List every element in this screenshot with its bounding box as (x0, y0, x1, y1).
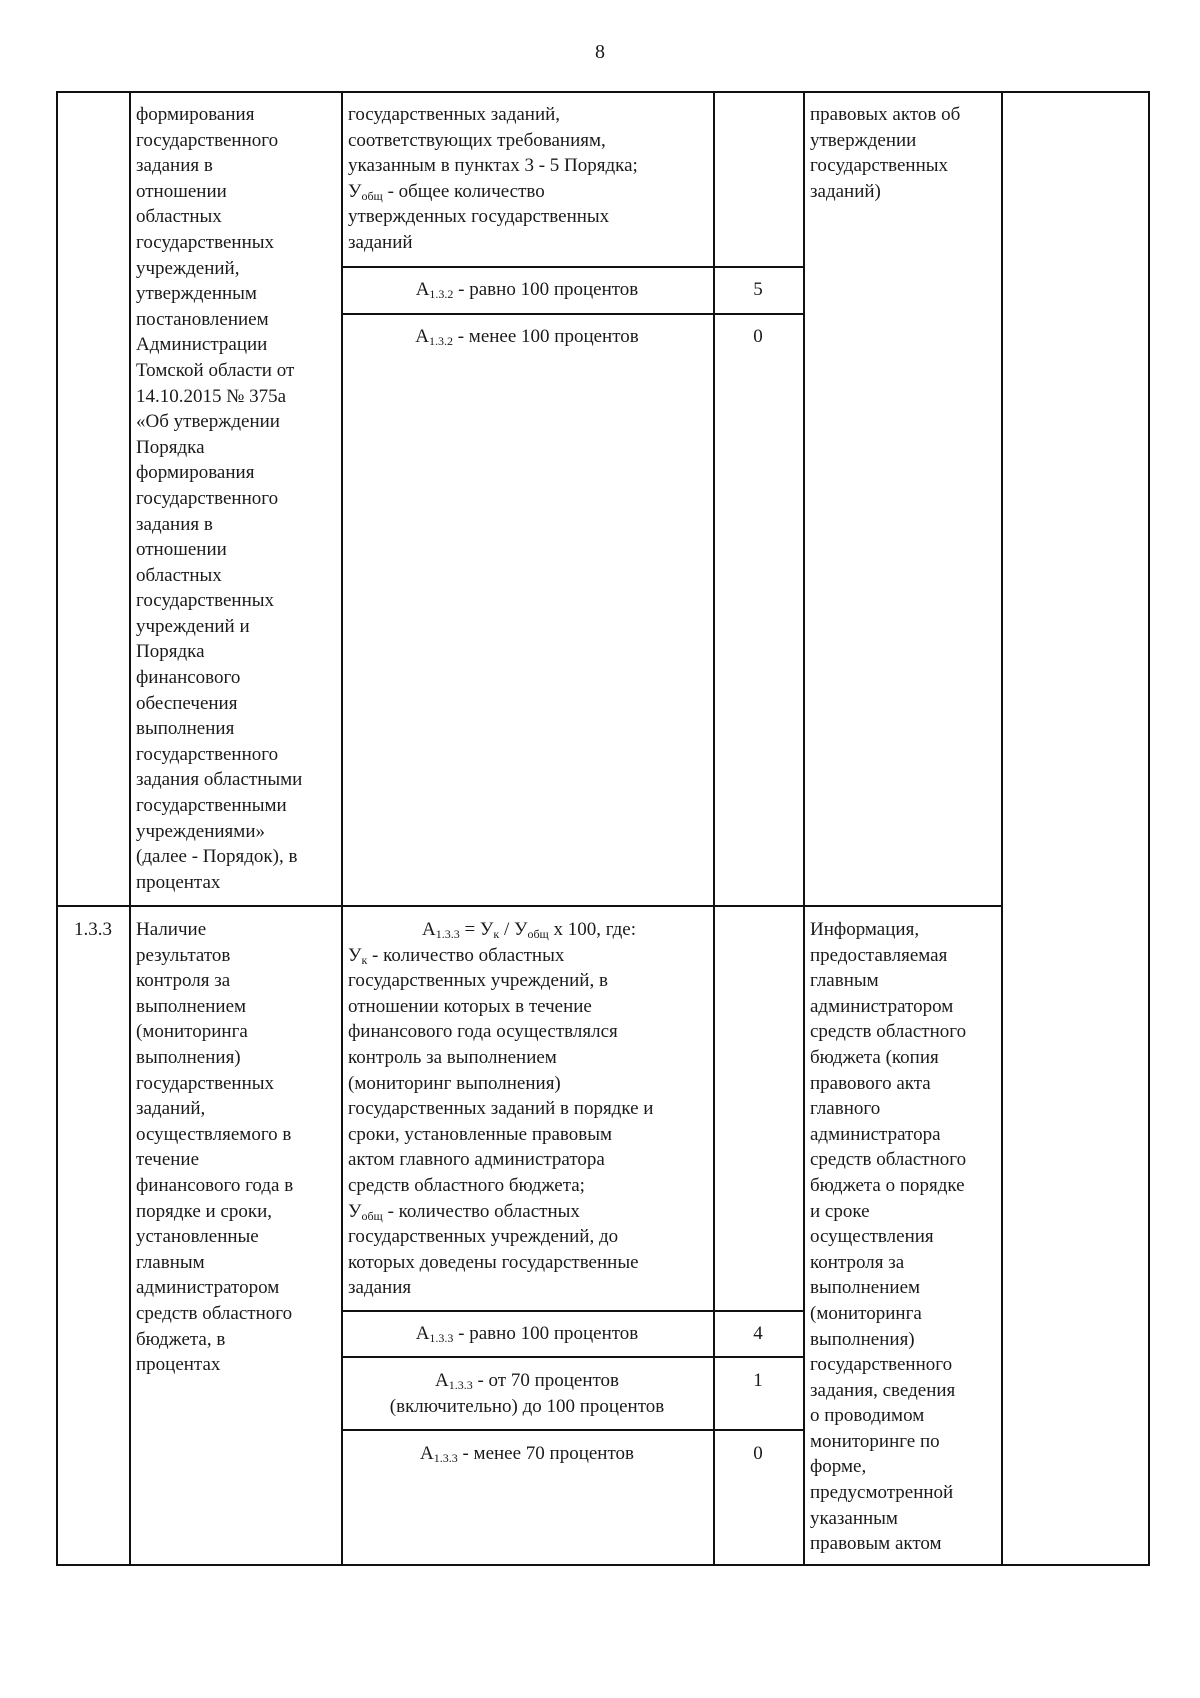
row-number: 1.3.3 (74, 919, 112, 940)
condition-score: 0 (753, 326, 763, 347)
condition-text: $А_{1.3.2}$ - менее 100 процентов (415, 326, 639, 348)
condition-text: $А_{1.3.2}$ - равно 100 процентов (415, 279, 639, 301)
formula-text-part-1: государственных заданий, соответствующих требованиям, указанным в пунктах 3 - 5 Порядка; (348, 104, 638, 177)
row-divider (341, 1429, 805, 1431)
formula-text (348, 917, 710, 1301)
condition-score: 1 (753, 1370, 763, 1391)
formula-var: У (348, 180, 362, 202)
column-divider (129, 91, 131, 1565)
condition-score: 4 (753, 1323, 763, 1344)
source-text: Информация, предоставляемая главным администратором средств областного бюджета (копия правового акта главного администратора средств областного бюджета о порядке и сроке осуществления контроля за выполнением (мониторинга выполнения) государственного задания, сведения о проводимом мониторинге по форме, предусмотренной указанным правовым актом (810, 919, 967, 1555)
page-number: 8 (595, 41, 605, 63)
source-text-continued: правовых актов об утверждении государственных заданий) (810, 104, 961, 202)
criterion-text: Наличие результатов контроля за выполнением (мониторинга выполнения) государственных заданий, осуществляемого в течение финансового года в порядке и сроки, установленные главным администратором средств областного бюджета, в процентах (136, 919, 294, 1376)
formula-var-sub: общ (361, 188, 383, 203)
row-divider (341, 1310, 805, 1312)
formula-head: $А_{1.3.3} = У_к / У_{общ}$ x 100, где: (421, 919, 637, 941)
column-divider (803, 91, 805, 1565)
row-divider (341, 1356, 805, 1358)
condition-text: $А_{1.3.3}$ - равно 100 процентов (415, 1323, 639, 1345)
formula-text-continued (348, 102, 710, 256)
table-top-border (56, 91, 1150, 93)
definition-k: $У_к$ - количество областных государственных учреждений, в отношении которых в течение финансового года осуществлялся контроль за выполнением (мониторинг выполнения) государственных заданий в порядке и сроки, установленные правовым актом главного администратора средств областного бюджета; (348, 944, 654, 1196)
condition-text: $А_{1.3.3}$ - от 70 процентов (включительно) до 100 процентов (389, 1370, 665, 1417)
table-bottom-border (56, 1564, 1150, 1566)
criterion-text-continued: формирования государственного задания в отношении областных государственных учреждений, утвержденным постановлением Администрации Томской области от 14.10.2015 № 375а «Об утверждении Порядка формирования государственного задания в отношении областных государственных учреждений и Порядка финансового обеспечения выполнения государственного задания областными государственными учреждениями» (далее - Порядок), в процентах (136, 104, 303, 893)
section-divider (56, 905, 1003, 907)
row-divider (341, 266, 805, 268)
condition-text: $А_{1.3.3}$ - менее 70 процентов (419, 1443, 634, 1465)
condition-score: 0 (753, 1443, 763, 1464)
formula-text-part-2: - общее количество утвержденных государственных заданий (348, 180, 610, 253)
table-left-border (56, 91, 58, 1565)
row-divider (341, 313, 805, 315)
column-divider (1001, 91, 1003, 1565)
condition-score: 5 (753, 279, 763, 300)
definition-total: $У_{общ}$ - количество областных государственных учреждений, до которых доведены государственные задания (348, 1200, 639, 1299)
table-right-border (1148, 91, 1150, 1565)
